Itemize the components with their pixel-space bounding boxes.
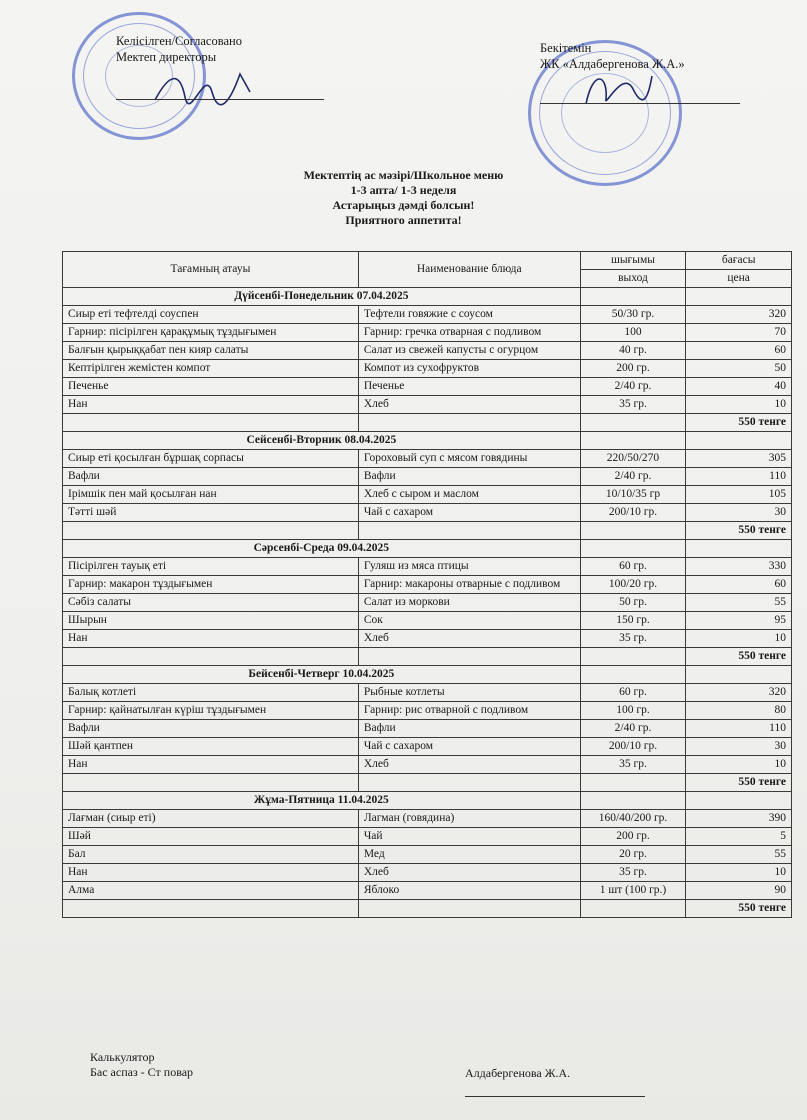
dish-kz-name: Тәтті шәй — [63, 504, 359, 522]
table-row — [63, 864, 792, 882]
day-total-row — [63, 774, 792, 792]
total-empty-cell — [358, 414, 580, 432]
dish-price: 50 — [686, 360, 792, 378]
dish-yield: 50 гр. — [580, 594, 686, 612]
title-line4: Приятного аппетита! — [345, 213, 462, 227]
dish-ru-name: Хлеб — [358, 864, 580, 882]
dish-ru-name: Хлеб — [358, 630, 580, 648]
table-row — [63, 720, 792, 738]
dish-ru-name: Чай с сахаром — [358, 738, 580, 756]
dish-yield: 20 гр. — [580, 846, 686, 864]
signature-line-right — [540, 103, 740, 104]
dish-kz-name: Нан — [63, 864, 359, 882]
title-line1: Мектептің ас мәзірі/Школьное меню — [303, 168, 504, 182]
dish-kz-name: Гарнир: пісірілген қарақұмық тұздығымен — [63, 324, 359, 342]
dish-yield: 200/10 гр. — [580, 504, 686, 522]
title-line3: Астарыңыз дәмді болсын! — [332, 198, 475, 212]
dish-kz-name: Пісірілген тауық еті — [63, 558, 359, 576]
dish-yield: 2/40 гр. — [580, 378, 686, 396]
table-row — [63, 828, 792, 846]
table-row — [63, 450, 792, 468]
table-row — [63, 846, 792, 864]
dish-yield: 200/10 гр. — [580, 738, 686, 756]
day-title: Сәрсенбі-Среда 09.04.2025 — [63, 540, 581, 558]
footer-role1: Калькулятор — [90, 1050, 155, 1064]
total-empty-cell — [580, 900, 686, 918]
dish-kz-name: Сиыр еті қосылған бұршақ сорпасы — [63, 450, 359, 468]
dish-kz-name: Нан — [63, 630, 359, 648]
dish-ru-name: Гарнир: макароны отварные с подливом — [358, 576, 580, 594]
dish-yield: 100/20 гр. — [580, 576, 686, 594]
total-empty-cell — [358, 648, 580, 666]
dish-yield: 200 гр. — [580, 360, 686, 378]
total-empty-cell — [580, 522, 686, 540]
dish-price: 60 — [686, 576, 792, 594]
dish-price: 30 — [686, 504, 792, 522]
dish-ru-name: Мед — [358, 846, 580, 864]
day-price-empty — [686, 288, 792, 306]
table-row — [63, 612, 792, 630]
dish-kz-name: Балық котлеті — [63, 684, 359, 702]
day-total: 550 тенге — [686, 648, 792, 666]
dish-price: 40 — [686, 378, 792, 396]
day-price-empty — [686, 540, 792, 558]
day-total-row — [63, 414, 792, 432]
dish-ru-name: Вафли — [358, 468, 580, 486]
dish-price: 105 — [686, 486, 792, 504]
table-row — [63, 486, 792, 504]
dish-ru-name: Чай — [358, 828, 580, 846]
table-row — [63, 738, 792, 756]
total-empty-cell — [580, 774, 686, 792]
dish-ru-name: Гарнир: рис отварной с подливом — [358, 702, 580, 720]
total-empty-cell — [358, 900, 580, 918]
dish-price: 10 — [686, 864, 792, 882]
dish-ru-name: Тефтели говяжие с соусом — [358, 306, 580, 324]
header-yield-kz: шығымы — [580, 252, 686, 270]
total-empty-cell — [63, 648, 359, 666]
day-total: 550 тенге — [686, 522, 792, 540]
day-title: Жұма-Пятница 11.04.2025 — [63, 792, 581, 810]
dish-yield: 1 шт (100 гр.) — [580, 882, 686, 900]
dish-kz-name: Балғын қырыққабат пен кияр салаты — [63, 342, 359, 360]
total-empty-cell — [358, 522, 580, 540]
dish-kz-name: Печенье — [63, 378, 359, 396]
dish-price: 10 — [686, 396, 792, 414]
day-yield-empty — [580, 666, 686, 684]
day-yield-empty — [580, 288, 686, 306]
table-row — [63, 360, 792, 378]
day-header-row — [63, 666, 792, 684]
dish-price: 10 — [686, 630, 792, 648]
day-price-empty — [686, 792, 792, 810]
header-kz-name: Тағамның атауы — [63, 252, 359, 288]
footer-role2: Бас аспаз - Ст повар — [90, 1065, 194, 1079]
header-price-kz: бағасы — [686, 252, 792, 270]
dish-kz-name: Шәй қантпен — [63, 738, 359, 756]
dish-kz-name: Бал — [63, 846, 359, 864]
dish-kz-name: Нан — [63, 756, 359, 774]
day-title: Сейсенбі-Вторник 08.04.2025 — [63, 432, 581, 450]
day-yield-empty — [580, 432, 686, 450]
dish-price: 95 — [686, 612, 792, 630]
dish-price: 330 — [686, 558, 792, 576]
dish-yield: 60 гр. — [580, 558, 686, 576]
dish-price: 320 — [686, 306, 792, 324]
dish-ru-name: Гороховый суп с мясом говядины — [358, 450, 580, 468]
dish-kz-name: Гарнир: қайнатылған күріш тұздығымен — [63, 702, 359, 720]
dish-yield: 35 гр. — [580, 396, 686, 414]
dish-price: 5 — [686, 828, 792, 846]
day-yield-empty — [580, 792, 686, 810]
dish-price: 80 — [686, 702, 792, 720]
dish-ru-name: Гарнир: гречка отварная с подливом — [358, 324, 580, 342]
dish-kz-name: Кептірілген жемістен компот — [63, 360, 359, 378]
table-row — [63, 702, 792, 720]
dish-yield: 220/50/270 — [580, 450, 686, 468]
title-line2: 1-3 апта/ 1-3 неделя — [350, 183, 457, 197]
day-title: Бейсенбі-Четверг 10.04.2025 — [63, 666, 581, 684]
dish-price: 110 — [686, 468, 792, 486]
table-row — [63, 576, 792, 594]
approval-left-line1: Келісілген/Согласовано — [116, 34, 242, 48]
dish-kz-name: Вафли — [63, 720, 359, 738]
dish-kz-name: Нан — [63, 396, 359, 414]
dish-ru-name: Лагман (говядина) — [358, 810, 580, 828]
day-total: 550 тенге — [686, 414, 792, 432]
signature-line-left — [116, 99, 324, 100]
dish-ru-name: Гуляш из мяса птицы — [358, 558, 580, 576]
footer-signature-line — [465, 1096, 645, 1097]
dish-price: 60 — [686, 342, 792, 360]
dish-ru-name: Вафли — [358, 720, 580, 738]
header-yield-ru: выход — [580, 270, 686, 288]
dish-yield: 100 — [580, 324, 686, 342]
table-row — [63, 342, 792, 360]
menu-title — [0, 168, 807, 228]
footer-roles — [90, 1050, 193, 1080]
total-empty-cell — [63, 414, 359, 432]
table-row — [63, 468, 792, 486]
table-row — [63, 324, 792, 342]
total-empty-cell — [63, 900, 359, 918]
dish-kz-name: Алма — [63, 882, 359, 900]
dish-yield: 2/40 гр. — [580, 720, 686, 738]
dish-yield: 35 гр. — [580, 864, 686, 882]
dish-ru-name: Хлеб с сыром и маслом — [358, 486, 580, 504]
dish-price: 10 — [686, 756, 792, 774]
director-signature-icon — [150, 62, 260, 112]
total-empty-cell — [580, 414, 686, 432]
dish-kz-name: Шырын — [63, 612, 359, 630]
table-row — [63, 396, 792, 414]
table-row — [63, 810, 792, 828]
day-total-row — [63, 648, 792, 666]
total-empty-cell — [63, 774, 359, 792]
dish-price: 90 — [686, 882, 792, 900]
dish-yield: 150 гр. — [580, 612, 686, 630]
dish-ru-name: Яблоко — [358, 882, 580, 900]
day-header-row — [63, 432, 792, 450]
dish-yield: 40 гр. — [580, 342, 686, 360]
table-row — [63, 504, 792, 522]
dish-kz-name: Лағман (сиыр еті) — [63, 810, 359, 828]
day-price-empty — [686, 432, 792, 450]
total-empty-cell — [580, 648, 686, 666]
menu-table — [62, 251, 792, 918]
dish-kz-name: Гарнир: макарон тұздығымен — [63, 576, 359, 594]
day-yield-empty — [580, 540, 686, 558]
table-row — [63, 558, 792, 576]
dish-ru-name: Сок — [358, 612, 580, 630]
dish-price: 55 — [686, 594, 792, 612]
approval-left-line2: Мектеп директоры — [116, 50, 217, 64]
table-row — [63, 378, 792, 396]
day-total-row — [63, 900, 792, 918]
dish-price: 320 — [686, 684, 792, 702]
dish-price: 70 — [686, 324, 792, 342]
dish-ru-name: Рыбные котлеты — [358, 684, 580, 702]
dish-ru-name: Чай с сахаром — [358, 504, 580, 522]
day-header-row — [63, 288, 792, 306]
day-total-row — [63, 522, 792, 540]
dish-yield: 35 гр. — [580, 756, 686, 774]
table-header-row — [63, 252, 792, 270]
dish-kz-name: Шәй — [63, 828, 359, 846]
day-header-row — [63, 540, 792, 558]
header-ru-name: Наименование блюда — [358, 252, 580, 288]
dish-ru-name: Печенье — [358, 378, 580, 396]
dish-yield: 60 гр. — [580, 684, 686, 702]
table-row — [63, 306, 792, 324]
dish-yield: 2/40 гр. — [580, 468, 686, 486]
total-empty-cell — [358, 774, 580, 792]
table-row — [63, 594, 792, 612]
dish-price: 110 — [686, 720, 792, 738]
day-header-row — [63, 792, 792, 810]
dish-ru-name: Хлеб — [358, 756, 580, 774]
approval-right-line1: Бекітемін — [540, 41, 592, 55]
menu-body — [63, 288, 792, 918]
table-row — [63, 684, 792, 702]
day-title: Дүйсенбі-Понедельник 07.04.2025 — [63, 288, 581, 306]
dish-ru-name: Компот из сухофруктов — [358, 360, 580, 378]
dish-price: 30 — [686, 738, 792, 756]
dish-yield: 100 гр. — [580, 702, 686, 720]
total-empty-cell — [63, 522, 359, 540]
dish-price: 305 — [686, 450, 792, 468]
header-price-ru: цена — [686, 270, 792, 288]
approval-right-line2: ЖК «Алдабергенова Ж.А.» — [540, 57, 685, 71]
dish-kz-name: Вафли — [63, 468, 359, 486]
dish-ru-name: Хлеб — [358, 396, 580, 414]
table-row — [63, 630, 792, 648]
dish-kz-name: Сиыр еті тефтелді соуспен — [63, 306, 359, 324]
dish-price: 390 — [686, 810, 792, 828]
dish-yield: 50/30 гр. — [580, 306, 686, 324]
table-row — [63, 756, 792, 774]
dish-ru-name: Салат из моркови — [358, 594, 580, 612]
dish-kz-name: Сәбіз салаты — [63, 594, 359, 612]
dish-kz-name: Ірімшік пен май қосылған нан — [63, 486, 359, 504]
approval-left — [116, 33, 242, 65]
day-total: 550 тенге — [686, 774, 792, 792]
dish-yield: 200 гр. — [580, 828, 686, 846]
dish-ru-name: Салат из свежей капусты с огурцом — [358, 342, 580, 360]
table-row — [63, 882, 792, 900]
dish-yield: 160/40/200 гр. — [580, 810, 686, 828]
dish-yield: 10/10/35 гр — [580, 486, 686, 504]
day-total: 550 тенге — [686, 900, 792, 918]
footer-signer: Алдабергенова Ж.А. — [465, 1066, 571, 1080]
approval-right — [540, 40, 685, 72]
day-price-empty — [686, 666, 792, 684]
dish-price: 55 — [686, 846, 792, 864]
dish-yield: 35 гр. — [580, 630, 686, 648]
